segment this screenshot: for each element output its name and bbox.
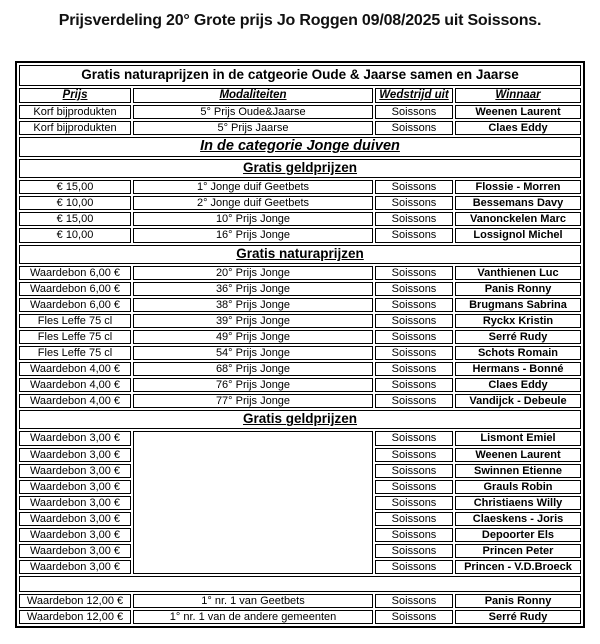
modaliteiten-cell: 36° Prijs Jonge bbox=[133, 282, 373, 296]
column-header-prijs: Prijs bbox=[19, 88, 131, 103]
section-header: Gratis naturaprijzen bbox=[19, 245, 581, 264]
winnaar-cell: Weenen Laurent bbox=[455, 448, 581, 462]
modaliteiten-cell: 38° Prijs Jonge bbox=[133, 298, 373, 312]
winnaar-cell: Panis Ronny bbox=[455, 282, 581, 296]
table-row bbox=[19, 228, 581, 242]
table-row bbox=[19, 362, 581, 376]
prijs-cell: Waardebon 6,00 € bbox=[19, 298, 131, 312]
section-row bbox=[19, 410, 581, 429]
wedstrijd-uit-cell: Soissons bbox=[375, 266, 453, 280]
prijs-cell: Waardebon 3,00 € bbox=[19, 560, 131, 574]
winnaar-cell: Hermans - Bonné bbox=[455, 362, 581, 376]
wedstrijd-uit-cell: Soissons bbox=[375, 105, 453, 119]
winnaar-cell: Serré Rudy bbox=[455, 330, 581, 344]
modaliteiten-cell: 54° Prijs Jonge bbox=[133, 346, 373, 360]
winnaar-cell: Brugmans Sabrina bbox=[455, 298, 581, 312]
wedstrijd-uit-cell: Soissons bbox=[375, 121, 453, 135]
table-row bbox=[19, 121, 581, 135]
winnaar-cell: Vandijck - Debeule bbox=[455, 394, 581, 408]
winnaar-cell: Claeskens - Joris bbox=[455, 512, 581, 526]
wedstrijd-uit-cell: Soissons bbox=[375, 431, 453, 445]
modaliteiten-merged-cell bbox=[133, 431, 373, 574]
winnaar-cell: Vanonckelen Marc bbox=[455, 212, 581, 226]
modaliteiten-cell: 39° Prijs Jonge bbox=[133, 314, 373, 328]
wedstrijd-uit-cell: Soissons bbox=[375, 560, 453, 574]
winnaar-cell: Bessemans Davy bbox=[455, 196, 581, 210]
winnaar-cell: Schots Romain bbox=[455, 346, 581, 360]
modaliteiten-cell: 20° Prijs Jonge bbox=[133, 266, 373, 280]
table-main-header: Gratis naturaprijzen in de catgeorie Oude & Jaarse samen en Jaarse bbox=[19, 65, 581, 86]
wedstrijd-uit-cell: Soissons bbox=[375, 610, 453, 624]
prijs-cell: Waardebon 4,00 € bbox=[19, 378, 131, 392]
prijs-cell: € 15,00 bbox=[19, 180, 131, 194]
winnaar-cell: Claes Eddy bbox=[455, 121, 581, 135]
table-row bbox=[19, 394, 581, 408]
wedstrijd-uit-cell: Soissons bbox=[375, 512, 453, 526]
table-row bbox=[19, 105, 581, 119]
table-row bbox=[19, 314, 581, 328]
prijs-cell: Waardebon 3,00 € bbox=[19, 528, 131, 542]
table-row bbox=[19, 610, 581, 624]
prijs-cell: Waardebon 3,00 € bbox=[19, 544, 131, 558]
spacer-row bbox=[19, 576, 581, 592]
modaliteiten-cell: 76° Prijs Jonge bbox=[133, 378, 373, 392]
table-row bbox=[19, 431, 581, 445]
wedstrijd-uit-cell: Soissons bbox=[375, 212, 453, 226]
prijs-cell: Korf bijprodukten bbox=[19, 105, 131, 119]
winnaar-cell: Lismont Emiel bbox=[455, 431, 581, 445]
winnaar-cell: Lossignol Michel bbox=[455, 228, 581, 242]
table-row bbox=[19, 330, 581, 344]
winnaar-cell: Swinnen Etienne bbox=[455, 464, 581, 478]
column-header-winnaar: Winnaar bbox=[455, 88, 581, 103]
section-header: In de categorie Jonge duiven bbox=[19, 137, 581, 157]
wedstrijd-uit-cell: Soissons bbox=[375, 196, 453, 210]
wedstrijd-uit-cell: Soissons bbox=[375, 330, 453, 344]
page-title: Prijsverdeling 20° Grote prijs Jo Roggen 09/08/2025 uit Soissons. bbox=[58, 12, 542, 29]
winnaar-cell: Flossie - Morren bbox=[455, 180, 581, 194]
table-row bbox=[19, 180, 581, 194]
wedstrijd-uit-cell: Soissons bbox=[375, 362, 453, 376]
prijs-cell: Waardebon 3,00 € bbox=[19, 431, 131, 445]
prijs-cell: € 10,00 bbox=[19, 228, 131, 242]
prijs-cell: Waardebon 3,00 € bbox=[19, 480, 131, 494]
table-row bbox=[19, 298, 581, 312]
prijs-cell: Waardebon 12,00 € bbox=[19, 610, 131, 624]
prijs-cell: Fles Leffe 75 cl bbox=[19, 346, 131, 360]
modaliteiten-cell: 1° Jonge duif Geetbets bbox=[133, 180, 373, 194]
wedstrijd-uit-cell: Soissons bbox=[375, 282, 453, 296]
table-row bbox=[19, 594, 581, 608]
prijs-cell: € 10,00 bbox=[19, 196, 131, 210]
modaliteiten-cell: 1° nr. 1 van de andere gemeenten bbox=[133, 610, 373, 624]
main-row bbox=[19, 65, 581, 86]
prijs-cell: Waardebon 3,00 € bbox=[19, 448, 131, 462]
wedstrijd-uit-cell: Soissons bbox=[375, 180, 453, 194]
wedstrijd-uit-cell: Soissons bbox=[375, 394, 453, 408]
prijs-cell: Waardebon 4,00 € bbox=[19, 362, 131, 376]
winnaar-cell: Serré Rudy bbox=[455, 610, 581, 624]
prijs-cell: Waardebon 3,00 € bbox=[19, 512, 131, 526]
wedstrijd-uit-cell: Soissons bbox=[375, 314, 453, 328]
winnaar-cell: Claes Eddy bbox=[455, 378, 581, 392]
wedstrijd-uit-cell: Soissons bbox=[375, 378, 453, 392]
prijs-cell: Fles Leffe 75 cl bbox=[19, 330, 131, 344]
section-header: Gratis geldprijzen bbox=[19, 410, 581, 429]
prizes-table bbox=[15, 61, 585, 628]
section-header: Gratis geldprijzen bbox=[19, 159, 581, 178]
prijs-cell: € 15,00 bbox=[19, 212, 131, 226]
prijs-cell: Korf bijprodukten bbox=[19, 121, 131, 135]
prijs-cell: Waardebon 4,00 € bbox=[19, 394, 131, 408]
table-row bbox=[19, 212, 581, 226]
prizes-table-body bbox=[19, 65, 581, 624]
wedstrijd-uit-cell: Soissons bbox=[375, 496, 453, 510]
wedstrijd-uit-cell: Soissons bbox=[375, 298, 453, 312]
spacer-cell bbox=[19, 576, 581, 592]
prijs-cell: Waardebon 12,00 € bbox=[19, 594, 131, 608]
cols-row bbox=[19, 88, 581, 103]
prijs-cell: Waardebon 6,00 € bbox=[19, 282, 131, 296]
wedstrijd-uit-cell: Soissons bbox=[375, 594, 453, 608]
section-row bbox=[19, 137, 581, 157]
prijs-cell: Waardebon 3,00 € bbox=[19, 496, 131, 510]
winnaar-cell: Panis Ronny bbox=[455, 594, 581, 608]
section-row bbox=[19, 159, 581, 178]
table-row bbox=[19, 378, 581, 392]
modaliteiten-cell: 77° Prijs Jonge bbox=[133, 394, 373, 408]
table-row bbox=[19, 282, 581, 296]
wedstrijd-uit-cell: Soissons bbox=[375, 228, 453, 242]
modaliteiten-cell: 49° Prijs Jonge bbox=[133, 330, 373, 344]
wedstrijd-uit-cell: Soissons bbox=[375, 480, 453, 494]
modaliteiten-cell: 68° Prijs Jonge bbox=[133, 362, 373, 376]
prijs-cell: Waardebon 3,00 € bbox=[19, 464, 131, 478]
wedstrijd-uit-cell: Soissons bbox=[375, 528, 453, 542]
winnaar-cell: Christiaens Willy bbox=[455, 496, 581, 510]
wedstrijd-uit-cell: Soissons bbox=[375, 544, 453, 558]
winnaar-cell: Weenen Laurent bbox=[455, 105, 581, 119]
wedstrijd-uit-cell: Soissons bbox=[375, 448, 453, 462]
winnaar-cell: Princen Peter bbox=[455, 544, 581, 558]
column-header-wedstrijd-uit: Wedstrijd uit bbox=[375, 88, 453, 103]
modaliteiten-cell: 5° Prijs Jaarse bbox=[133, 121, 373, 135]
winnaar-cell: Ryckx Kristin bbox=[455, 314, 581, 328]
column-header-modaliteiten: Modaliteiten bbox=[133, 88, 373, 103]
section-row bbox=[19, 245, 581, 264]
table-row bbox=[19, 266, 581, 280]
prijs-cell: Fles Leffe 75 cl bbox=[19, 314, 131, 328]
winnaar-cell: Princen - V.D.Broeck bbox=[455, 560, 581, 574]
prijs-cell: Waardebon 6,00 € bbox=[19, 266, 131, 280]
wedstrijd-uit-cell: Soissons bbox=[375, 464, 453, 478]
wedstrijd-uit-cell: Soissons bbox=[375, 346, 453, 360]
page bbox=[0, 12, 600, 644]
modaliteiten-cell: 10° Prijs Jonge bbox=[133, 212, 373, 226]
modaliteiten-cell: 2° Jonge duif Geetbets bbox=[133, 196, 373, 210]
winnaar-cell: Vanthienen Luc bbox=[455, 266, 581, 280]
modaliteiten-cell: 5° Prijs Oude&Jaarse bbox=[133, 105, 373, 119]
winnaar-cell: Depoorter Els bbox=[455, 528, 581, 542]
table-row bbox=[19, 196, 581, 210]
table-row bbox=[19, 346, 581, 360]
winnaar-cell: Grauls Robin bbox=[455, 480, 581, 494]
modaliteiten-cell: 1° nr. 1 van Geetbets bbox=[133, 594, 373, 608]
modaliteiten-cell: 16° Prijs Jonge bbox=[133, 228, 373, 242]
